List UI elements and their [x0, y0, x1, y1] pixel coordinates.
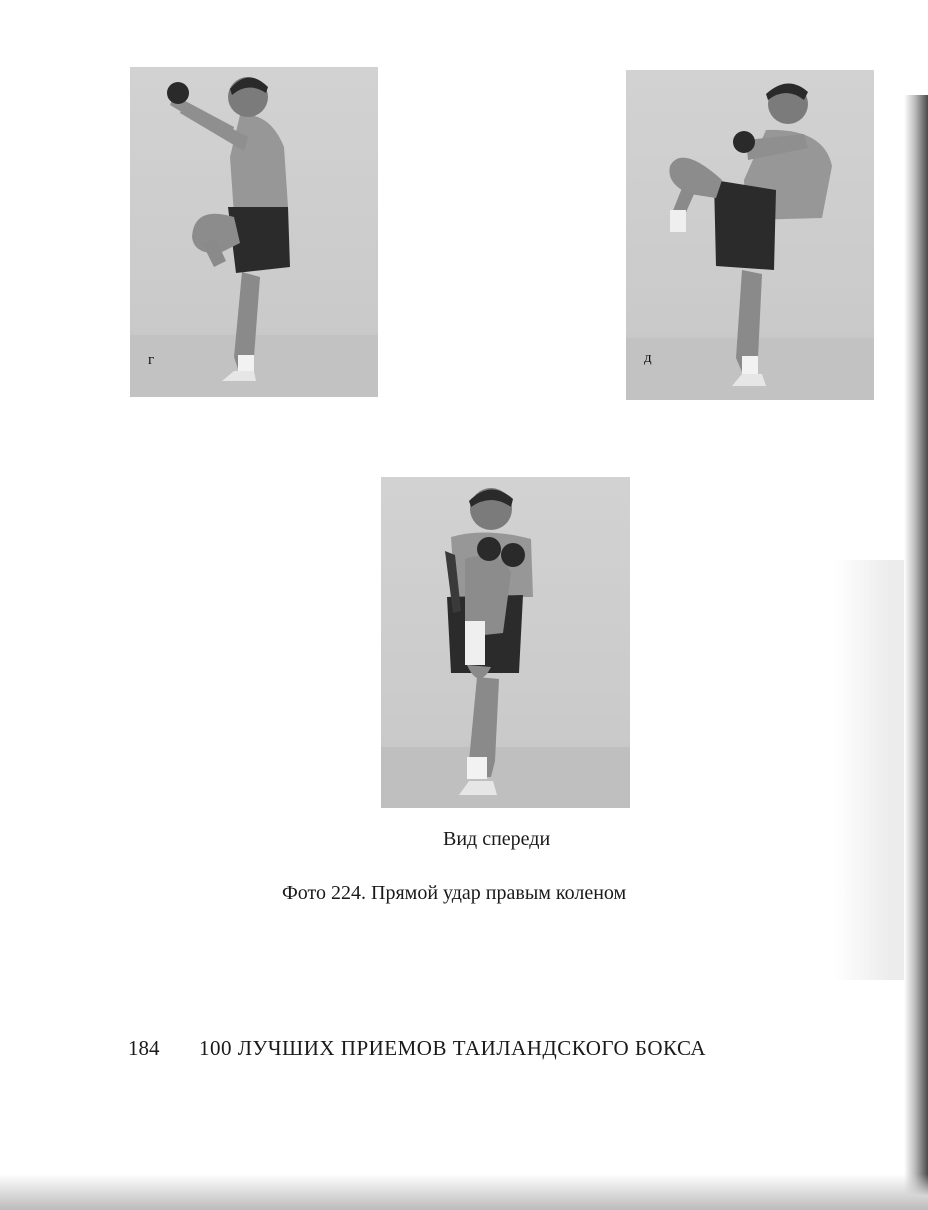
photo-front-view	[381, 477, 630, 808]
page-number: 184	[128, 1036, 160, 1060]
binding-shadow	[904, 95, 928, 1210]
photo-d	[626, 70, 874, 400]
running-title: 100 ЛУЧШИХ ПРИЕМОВ ТАИЛАНДСКОГО БОКСА	[199, 1036, 707, 1060]
photo-g	[130, 67, 378, 397]
photo-label: г	[148, 352, 155, 368]
kneeing-fighter-front-icon	[381, 477, 630, 808]
view-caption: Вид спереди	[443, 828, 551, 850]
kneeing-fighter-side-icon	[626, 70, 874, 400]
kneeing-fighter-side-icon	[130, 67, 378, 397]
page-edge-shade	[834, 560, 904, 980]
scan-bottom-shadow	[0, 1174, 928, 1210]
photo-caption: Фото 224. Прямой удар правым коленом	[282, 882, 627, 904]
photo-label: д	[644, 350, 652, 366]
